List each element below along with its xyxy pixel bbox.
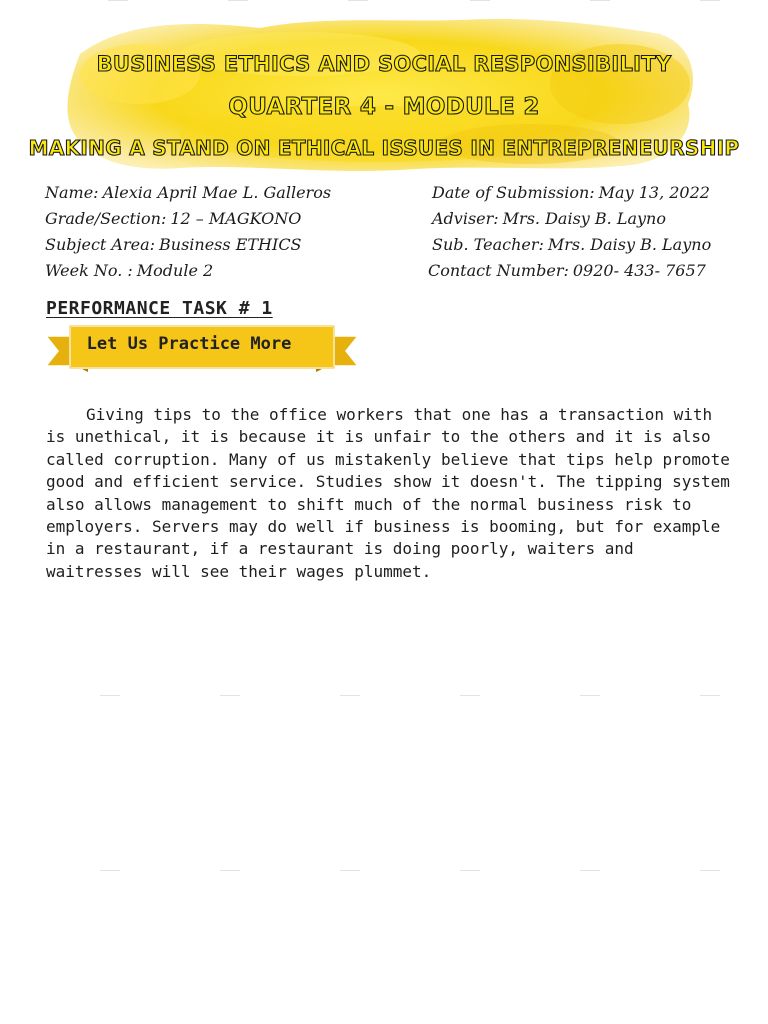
- banner-title-quarter: QUARTER 4 - MODULE 2: [228, 94, 540, 120]
- scan-mark: [220, 870, 240, 871]
- contact-label: Contact Number:: [428, 261, 569, 280]
- scan-mark: [700, 0, 720, 1]
- scan-mark: [100, 695, 120, 696]
- date-label: Date of Submission:: [432, 183, 595, 202]
- performance-task-heading: PERFORMANCE TASK # 1: [46, 298, 273, 319]
- name-label: Name:: [45, 183, 99, 202]
- teacher-value: Mrs. Daisy B. Layno: [547, 235, 712, 254]
- name-field: [45, 183, 331, 202]
- scan-mark: [100, 870, 120, 871]
- contact-number-field: [428, 261, 706, 280]
- ribbon-label: Let Us Practice More: [86, 334, 292, 354]
- adviser-value: Mrs. Daisy B. Layno: [502, 209, 666, 228]
- week-field: [45, 261, 213, 280]
- banner-title-module: MAKING A STAND ON ETHICAL ISSUES IN ENTREPRENEURSHIP: [28, 136, 740, 160]
- subject-value: Business ETHICS: [159, 235, 302, 254]
- subject-area-field: [45, 235, 302, 254]
- scan-mark: [590, 0, 610, 1]
- scan-mark: [340, 695, 360, 696]
- scan-mark: [700, 695, 720, 696]
- grade-value: 12 – MAGKONO: [170, 209, 302, 228]
- week-label: Week No. :: [45, 261, 133, 280]
- essay-paragraph: Giving tips to the office workers that one has a transaction with is unethical, it is because it is unfair to the others and it is also called corruption. Many of us mistakenly believe that tips help promote good and efficient service. Studies show it doesn't. The tipping system also allows management to shift much of the normal business risk to employers. Servers may do well if business is booming, but for example in a restaurant, if a restaurant is doing poorly, waiters and waitresses will see their wages plummet.: [46, 405, 730, 581]
- name-value: Alexia April Mae L. Galleros: [102, 183, 332, 202]
- scan-mark: [220, 695, 240, 696]
- sub-teacher-field: [432, 235, 711, 254]
- scan-mark: [340, 870, 360, 871]
- scan-mark: [228, 0, 248, 1]
- adviser-field: [432, 209, 666, 228]
- scan-mark: [580, 870, 600, 871]
- scan-mark: [700, 870, 720, 871]
- subject-label: Subject Area:: [45, 235, 156, 254]
- contact-value: 0920- 433- 7657: [572, 261, 706, 280]
- scan-mark: [348, 0, 368, 1]
- scan-mark: [108, 0, 128, 1]
- grade-section-field: [45, 209, 301, 228]
- teacher-label: Sub. Teacher:: [432, 235, 544, 254]
- scan-mark: [460, 695, 480, 696]
- scan-mark: [460, 870, 480, 871]
- scan-mark: [470, 0, 490, 1]
- banner-title-subject: BUSINESS ETHICS AND SOCIAL RESPONSIBILITY: [96, 52, 672, 76]
- adviser-label: Adviser:: [432, 209, 499, 228]
- scan-mark: [580, 695, 600, 696]
- submission-date-field: [432, 183, 710, 202]
- grade-label: Grade/Section:: [45, 209, 167, 228]
- week-value: Module 2: [136, 261, 214, 280]
- date-value: May 13, 2022: [598, 183, 710, 202]
